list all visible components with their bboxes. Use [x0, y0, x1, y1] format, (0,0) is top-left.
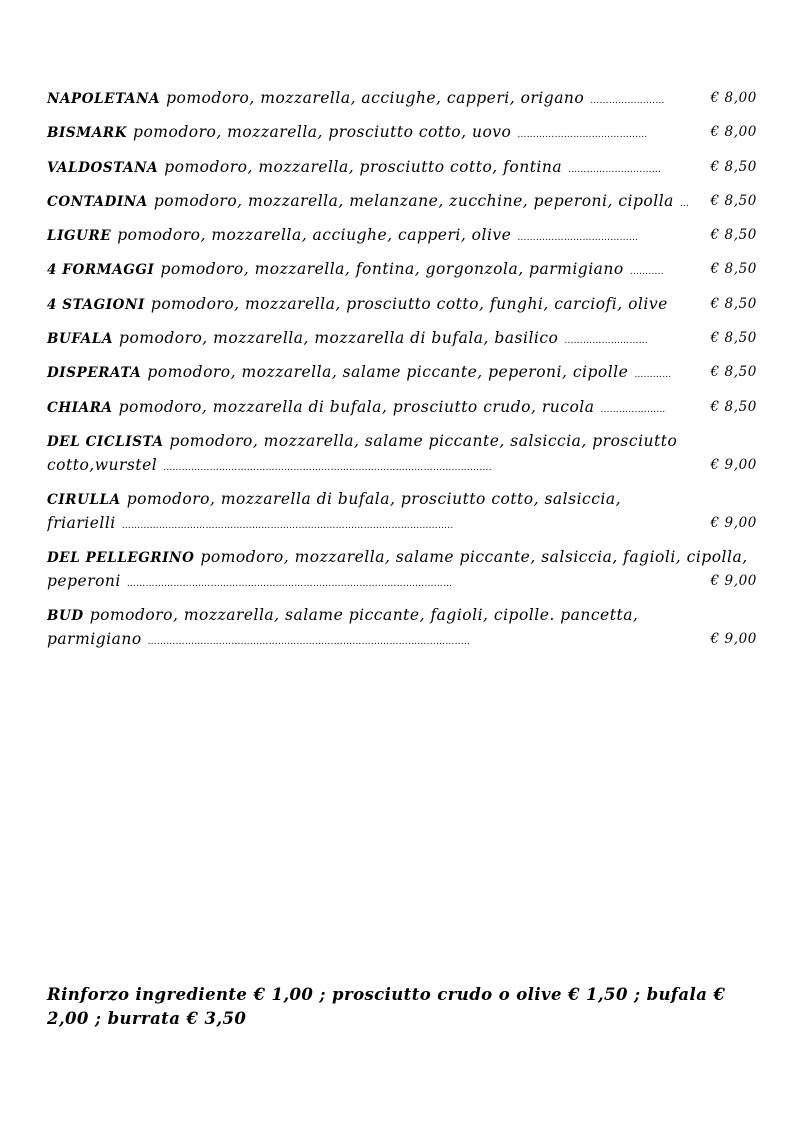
leader-dots: …………………………………………………………………………………………….: [163, 462, 492, 473]
leader-dots: ……………………………………: [517, 130, 648, 141]
leader-dots: …………………………………………………………………………………………..: [147, 636, 471, 647]
leader-dots: …………: [634, 370, 672, 381]
item-description: pomodoro, mozzarella, salame piccante, salsiccia, fagioli, cipolla,: [200, 547, 748, 566]
leader-dots: ………………………: [564, 336, 649, 347]
item-description: pomodoro, mozzarella, salame piccante, fagioli, cipolle. pancetta,: [89, 605, 639, 624]
item-price: € 8,50: [706, 189, 757, 213]
menu-item-bud: [47, 603, 759, 651]
item-description-continued: friarielli: [47, 513, 116, 532]
item-price: € 9,00: [706, 453, 757, 477]
menu-item-bismark: [47, 120, 759, 144]
item-name: BUD: [47, 607, 84, 624]
item-name: 4 STAGIONI: [47, 296, 145, 313]
item-description-continued: parmigiano: [47, 629, 142, 648]
item-name: DEL PELLEGRINO: [47, 549, 195, 566]
pizza-menu: [47, 86, 759, 661]
item-price: € 9,00: [706, 627, 757, 651]
item-description: pomodoro, mozzarella, prosciutto cotto, uovo: [133, 123, 512, 142]
item-description: pomodoro, mozzarella, acciughe, capperi, origano: [166, 89, 585, 107]
item-description: pomodoro, mozzarella, fontina, gorgonzola, parmigiano: [160, 260, 624, 279]
item-name: VALDOSTANA: [47, 159, 159, 176]
menu-item-4-stagioni: [47, 292, 759, 316]
item-price: € 8,50: [706, 292, 757, 316]
item-name: 4 FORMAGGI: [47, 262, 155, 279]
item-price: € 8,50: [706, 326, 757, 350]
item-description: pomodoro, mozzarella di bufala, prosciutto cotto, salsiccia,: [126, 489, 622, 508]
item-description: pomodoro, mozzarella, salame piccante, salsiccia, prosciutto: [169, 431, 678, 450]
menu-item-contadina: [47, 189, 759, 213]
leader-dots: ……………………………………………………………………………………………..: [121, 520, 454, 531]
item-description: pomodoro, mozzarella di bufala, prosciutto crudo, rucola: [118, 397, 595, 416]
extras-note: Rinforzo ingrediente € 1,00 ; prosciutto crudo o olive € 1,50 ; bufala € 2,00 ; burrata € 3,50: [47, 985, 726, 1028]
leader-dots: ……………………: [590, 96, 665, 106]
item-name: CHIARA: [47, 399, 113, 416]
item-description: pomodoro, mozzarella, mozzarella di bufala, basilico: [119, 329, 559, 348]
item-name: DEL CICLISTA: [47, 433, 164, 450]
item-description: pomodoro, mozzarella, prosciutto cotto, fontina: [164, 157, 563, 176]
menu-item-napoletana: [47, 86, 759, 110]
item-description: pomodoro, mozzarella, acciughe, capperi, olive: [117, 226, 512, 245]
menu-item-chiara: [47, 395, 759, 419]
item-price: € 8,50: [706, 395, 757, 419]
leader-dots: …………………………: [568, 164, 662, 175]
item-description-continued: peperoni: [47, 571, 121, 590]
menu-item-valdostana: [47, 155, 759, 179]
leader-dots: ……………………………………………………………………………………………: [126, 578, 453, 589]
item-description-continued: cotto,wurstel: [47, 455, 158, 474]
menu-item-cirulla: [47, 487, 759, 535]
item-description: pomodoro, mozzarella, prosciutto cotto, funghi, carciofi, olive: [150, 294, 668, 313]
item-price: € 9,00: [706, 569, 757, 593]
item-name: BUFALA: [47, 331, 114, 348]
menu-item-4-formaggi: [47, 257, 759, 281]
leader-dots: ………..: [629, 267, 664, 278]
menu-item-ligure: [47, 223, 759, 247]
menu-item-del-ciclista: [47, 429, 759, 477]
item-price: € 8,50: [706, 155, 757, 179]
leader-dots: …………………………………: [517, 233, 639, 244]
item-price: € 8,50: [706, 360, 757, 384]
item-name: NAPOLETANA: [47, 91, 161, 107]
menu-item-disperata: [47, 360, 759, 384]
item-price: € 9,00: [706, 511, 757, 535]
menu-item-del-pellegrino: [47, 545, 759, 593]
item-name: CONTADINA: [47, 193, 148, 210]
item-price: € 8,00: [706, 120, 757, 144]
item-description: pomodoro, mozzarella, melanzane, zucchine, peperoni, cipolla: [153, 191, 674, 210]
item-description: pomodoro, mozzarella, salame piccante, peperoni, cipolle: [147, 363, 629, 382]
item-name: DISPERATA: [47, 365, 142, 382]
leader-dots: …: [679, 198, 690, 209]
item-price: € 8,00: [706, 86, 757, 110]
menu-item-bufala: [47, 326, 759, 350]
item-price: € 8,50: [706, 223, 757, 247]
item-price: € 8,50: [706, 257, 757, 281]
item-name: LIGURE: [47, 228, 112, 245]
item-name: BISMARK: [47, 125, 128, 142]
item-name: CIRULLA: [47, 491, 121, 508]
leader-dots: …………………: [600, 404, 666, 415]
